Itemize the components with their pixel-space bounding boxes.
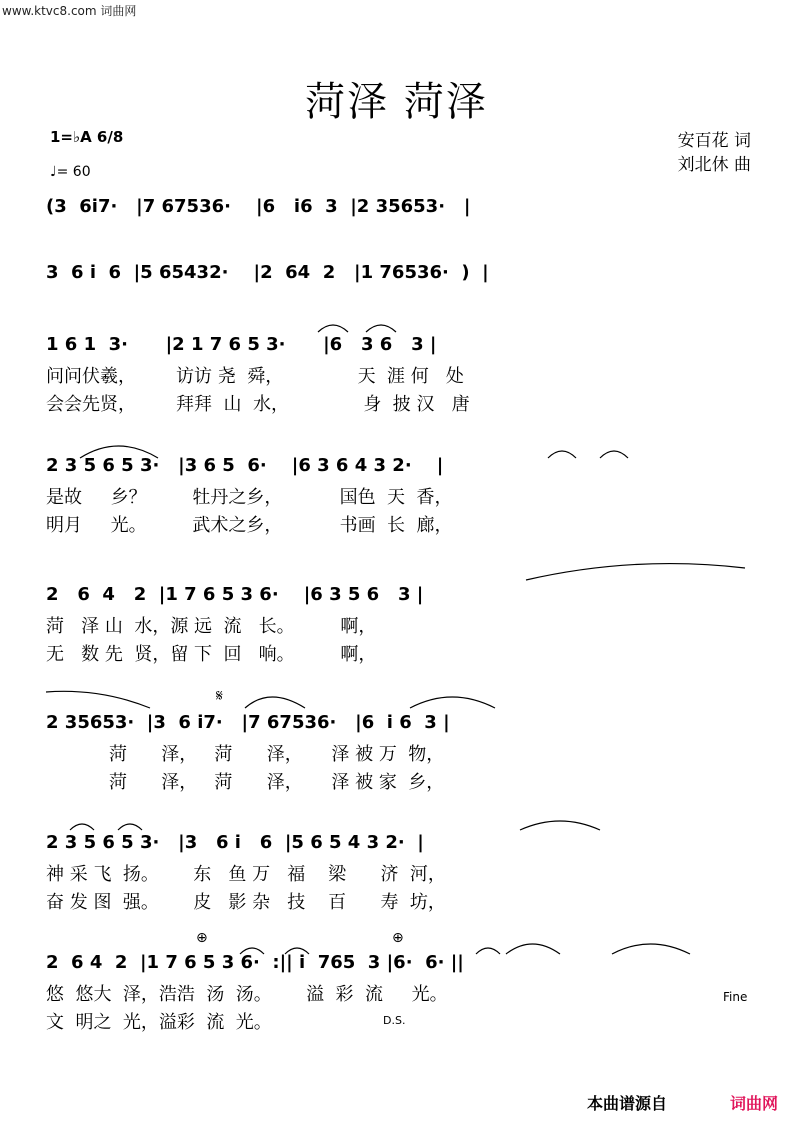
score-title: 菏泽 菏泽 <box>305 79 488 125</box>
notation-line: 1 6 1 3· |2 1 7 6 5 3· |6 3 6 3 | <box>46 334 437 355</box>
lyrics-verse-1: 菏 泽 山 水，源 远 流 长。 啊， <box>46 616 377 637</box>
coda-sign: ⊕ <box>196 930 208 946</box>
footer-brand: 词曲网 <box>729 1094 778 1113</box>
footer-source: 本曲谱源自 <box>586 1094 667 1113</box>
lyricist: 安百花 词 <box>677 131 751 151</box>
lyrics-verse-2: 文 明之 光，溢彩 流 光。 <box>46 1012 272 1033</box>
lyrics-verse-1: 是故 乡？ 牡丹之乡， 国色 天 香， <box>46 487 453 508</box>
lyrics-verse-1: 菏 泽， 菏 泽， 泽 被 万 物， <box>46 744 445 765</box>
notation-line: 2 3 5 6 5 3· |3 6 5 6· |6 3 6 4 3 2· | <box>46 455 444 476</box>
lyrics-verse-2: 明月 光。 武术之乡， 书画 长 廊， <box>46 515 453 536</box>
lyrics-verse-1: 神 采 飞 扬。 东 鱼 万 福 梁 济 河， <box>46 864 446 885</box>
lyrics-verse-2: 菏 泽， 菏 泽， 泽 被 家 乡， <box>46 772 445 793</box>
lyrics-verse-1: 问问伏羲， 访访 尧 舜， 天 涯 何 处 <box>46 366 464 387</box>
notation-line: 2 3 5 6 5 3· |3 6 i 6 |5 6 5 4 3 2· | <box>46 832 424 853</box>
notation-line: 2 35653· |3 6 i7· |7 67536· |6 i 6 3 | <box>46 712 450 733</box>
notation-line: 3 6 i 6 |5 65432· |2 64 2 |1 76536· ) | <box>46 262 489 283</box>
fine-marking: Fine <box>723 990 748 1004</box>
segno-sign: 𝄋 <box>216 686 223 705</box>
key-signature: 1=♭A 6/8 <box>50 128 124 146</box>
composer: 刘北休 曲 <box>677 155 751 175</box>
watermark: www.ktvc8.com 词曲网 <box>2 4 137 18</box>
notation-line: 2 6 4 2 |1 7 6 5 3 6· |6 3 5 6 3 | <box>46 584 424 605</box>
lyrics-verse-2: 奋 发 图 强。 皮 影 杂 技 百 寿 坊， <box>46 892 446 913</box>
notation-line: 2 6 4 2 |1 7 6 5 3 6· :|| i 765 3 |6· 6· || <box>46 952 464 973</box>
ds-marking: D.S. <box>383 1014 406 1027</box>
lyrics-verse-2: 会会先贤， 拜拜 山 水， 身 披 汉 唐 <box>46 394 470 415</box>
lyrics-verse-2: 无 数 先 贤，留 下 回 响。 啊， <box>46 644 377 665</box>
tempo-marking: ♩= 60 <box>50 164 91 180</box>
coda-sign-2: ⊕ <box>392 930 404 946</box>
notation-line: (3 6i7· |7 67536· |6 i6 3 |2 35653· | <box>46 196 471 217</box>
lyrics-verse-1: 悠 悠大 泽，浩浩 汤 汤。 溢 彩 流 光。 <box>46 984 448 1005</box>
